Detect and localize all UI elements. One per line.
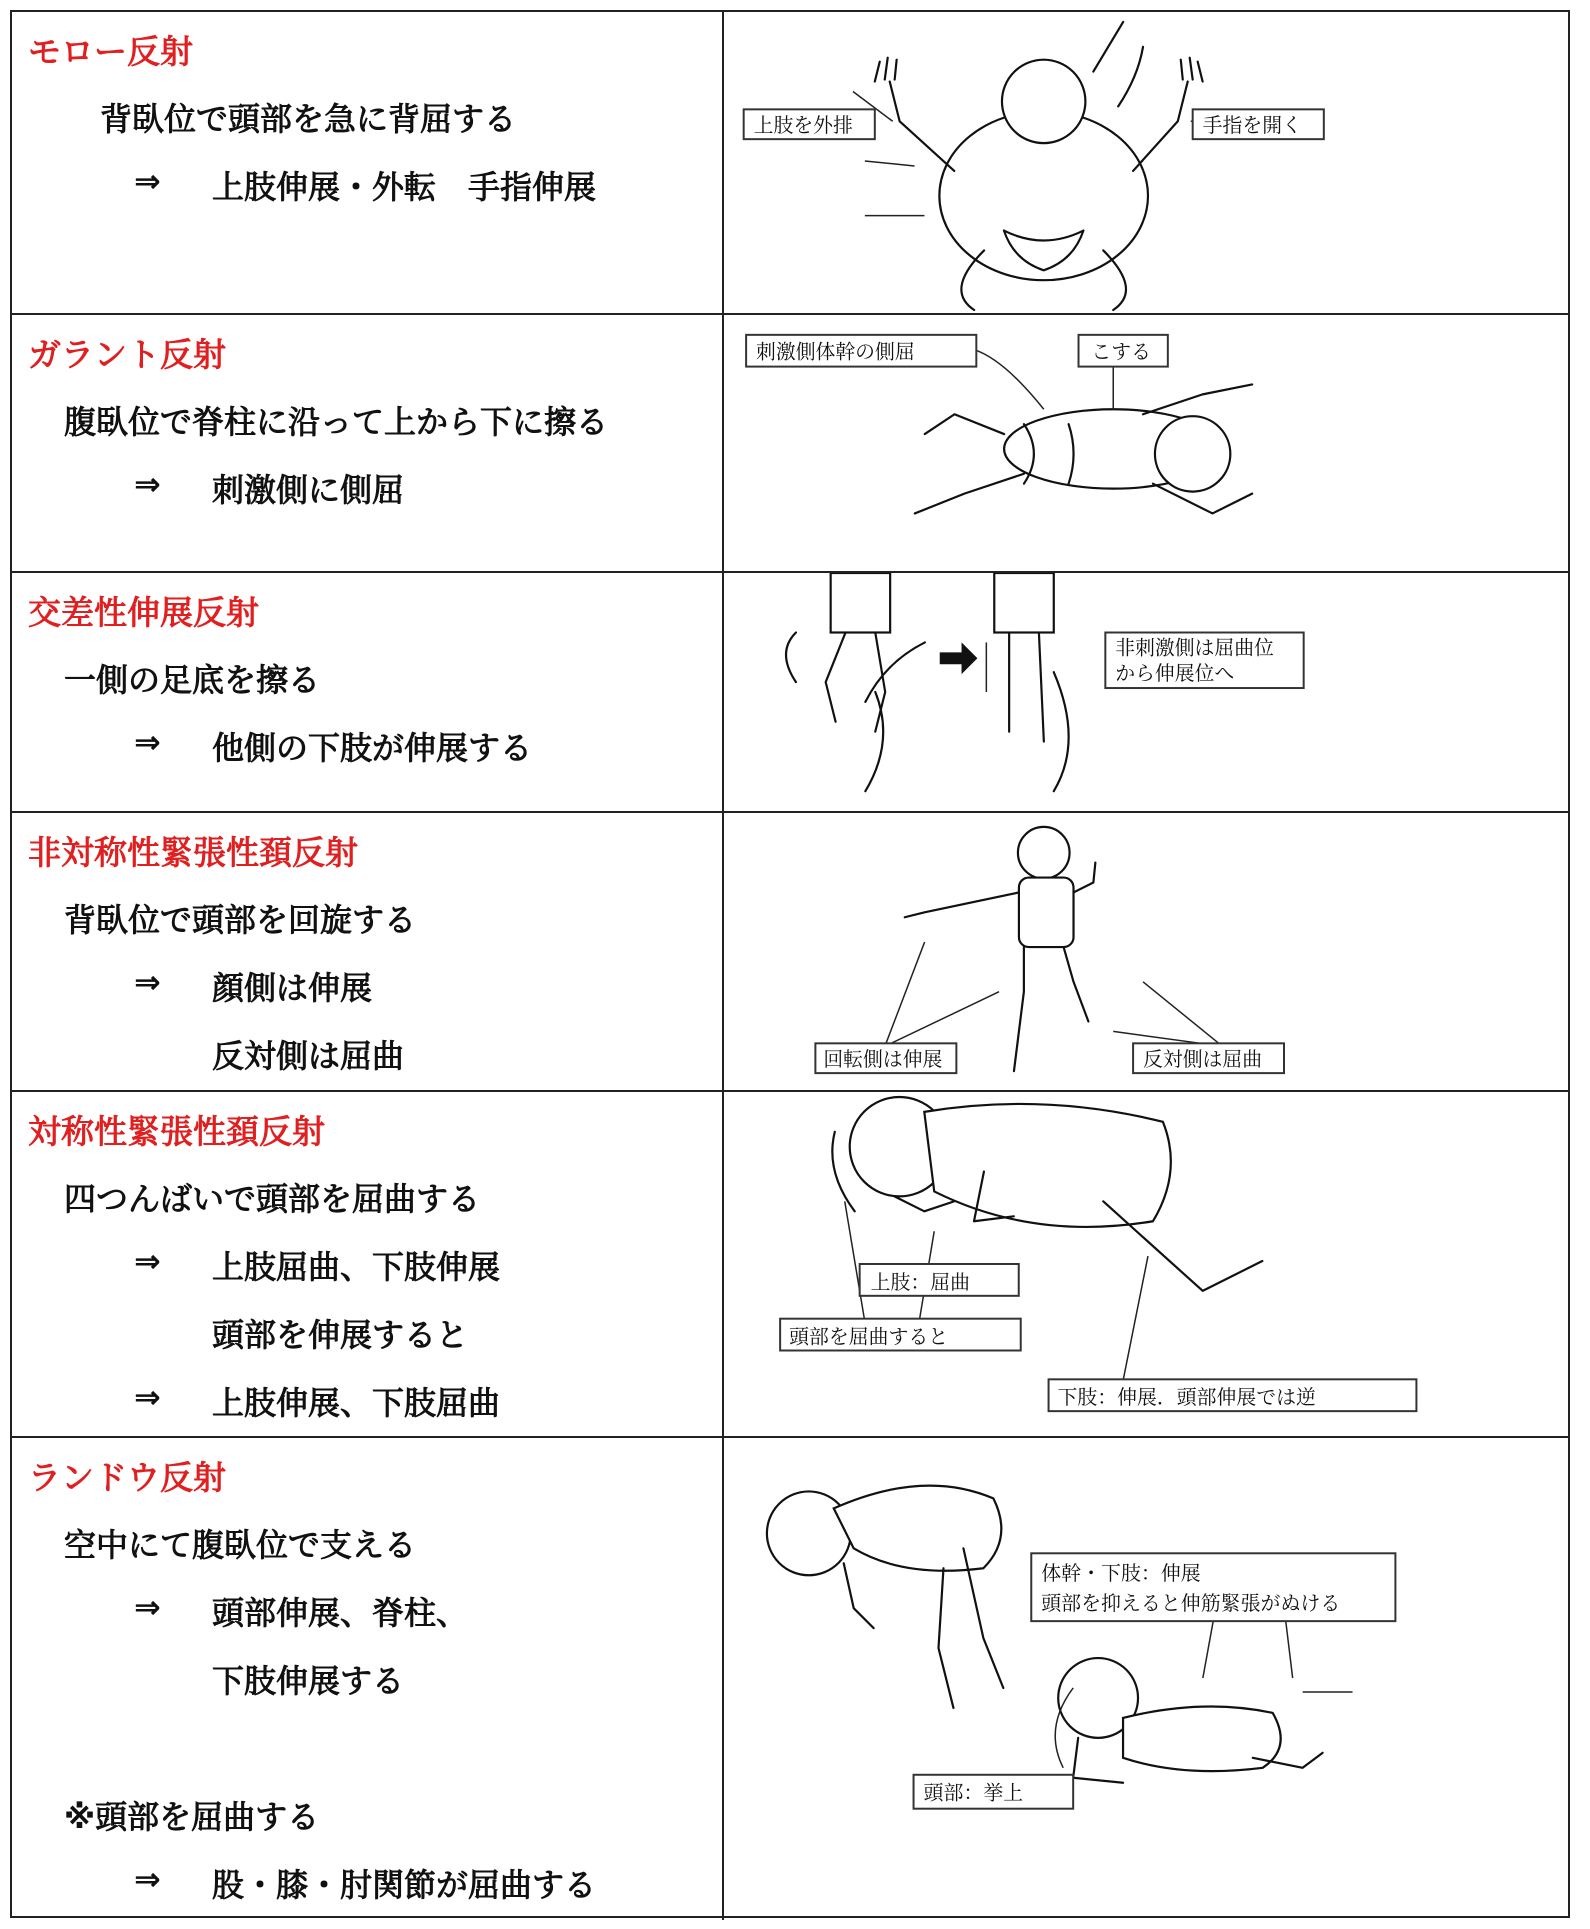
result-line: 上肢伸展、下肢屈曲 bbox=[212, 1384, 501, 1422]
text-cell bbox=[12, 813, 724, 1090]
galant-illustration bbox=[724, 315, 1568, 571]
figure-label: から伸展位へ bbox=[1115, 662, 1235, 686]
figure-label: 下肢：伸展．頭部伸展では逆 bbox=[1057, 1386, 1316, 1410]
description-line: 背臥位で頭部を急に背屈する bbox=[100, 100, 517, 138]
row-moro bbox=[12, 12, 1568, 315]
figure-label: 刺激側体幹の側屈 bbox=[756, 340, 915, 364]
arrow-symbol: ⇒ bbox=[134, 963, 161, 1001]
arrow-symbol: ⇒ bbox=[134, 1378, 161, 1416]
reflex-table bbox=[10, 10, 1570, 1918]
figure-cell bbox=[724, 813, 1568, 1090]
description-line: 腹臥位で脊柱に沿って上から下に擦る bbox=[64, 403, 609, 441]
text-cell bbox=[12, 1092, 724, 1436]
moro-illustration bbox=[724, 12, 1568, 313]
row-landau bbox=[12, 1438, 1568, 1920]
row-stnr bbox=[12, 1092, 1568, 1438]
figure-label: 回転側は伸展 bbox=[823, 1048, 943, 1072]
stnr-illustration bbox=[724, 1092, 1568, 1436]
text-cell bbox=[12, 1438, 724, 1920]
atnr-illustration bbox=[724, 813, 1568, 1090]
arrow-symbol: ⇒ bbox=[134, 1588, 161, 1626]
description-line: 背臥位で頭部を回旋する bbox=[64, 901, 417, 939]
crossed-extension-illustration bbox=[724, 573, 1568, 811]
figure-label: 反対側は屈曲 bbox=[1143, 1048, 1263, 1072]
reflex-title: モロー反射 bbox=[28, 32, 193, 71]
text-cell bbox=[12, 315, 724, 571]
figure-label: 非刺激側は屈曲位 bbox=[1115, 636, 1274, 660]
result-line: 下肢伸展する bbox=[212, 1662, 405, 1700]
figure-label: 手指を開く bbox=[1202, 114, 1302, 138]
figure-cell bbox=[724, 12, 1568, 313]
result-line: 他側の下肢が伸展する bbox=[212, 729, 533, 767]
row-galant bbox=[12, 315, 1568, 573]
figure-label: 頭部を屈曲すると bbox=[789, 1325, 949, 1349]
figure-cell bbox=[724, 1438, 1568, 1920]
arrow-symbol: ⇒ bbox=[134, 162, 161, 200]
text-cell bbox=[12, 573, 724, 811]
row-crossed-extension bbox=[12, 573, 1568, 813]
reflex-title: ガラント反射 bbox=[28, 335, 226, 374]
figure-cell bbox=[724, 1092, 1568, 1436]
figure-label: こする bbox=[1091, 340, 1151, 364]
description-line: 空中にて腹臥位で支える bbox=[64, 1526, 417, 1564]
result-line: 頭部を伸展すると bbox=[212, 1316, 469, 1354]
reflex-title: 交差性伸展反射 bbox=[28, 593, 259, 632]
reflex-title: ランドウ反射 bbox=[28, 1458, 226, 1497]
figure-label: 上肢を外排 bbox=[753, 114, 853, 138]
result-line: 反対側は屈曲 bbox=[212, 1037, 405, 1075]
result-line: 顔側は伸展 bbox=[212, 969, 373, 1007]
landau-illustration bbox=[724, 1438, 1568, 1920]
arrow-symbol: ⇒ bbox=[134, 1242, 161, 1280]
result-line: 股・膝・肘関節が屈曲する bbox=[212, 1866, 597, 1904]
reflex-title: 対称性緊張性頚反射 bbox=[28, 1112, 325, 1151]
result-line: 上肢屈曲、下肢伸展 bbox=[212, 1248, 501, 1286]
figure-label: 上肢：屈曲 bbox=[870, 1270, 970, 1294]
description-line: 一側の足底を擦る bbox=[64, 661, 321, 699]
figure-label: 体幹・下肢：伸展 bbox=[1041, 1561, 1201, 1586]
text-cell bbox=[12, 12, 724, 313]
arrow-symbol: ⇒ bbox=[134, 1860, 161, 1898]
row-atnr bbox=[12, 813, 1568, 1092]
result-line: 刺激側に側屈 bbox=[212, 471, 405, 509]
result-line: 上肢伸展・外転 手指伸展 bbox=[212, 168, 597, 206]
arrow-symbol: ⇒ bbox=[134, 723, 161, 761]
figure-cell bbox=[724, 315, 1568, 571]
reflex-title: 非対称性緊張性頚反射 bbox=[28, 833, 358, 872]
figure-label: 頭部を抑えると伸筋緊張がぬける bbox=[1041, 1591, 1341, 1616]
figure-cell bbox=[724, 573, 1568, 811]
result-line: 頭部伸展、脊柱、 bbox=[212, 1594, 469, 1632]
figure-label: 頭部：挙上 bbox=[923, 1780, 1024, 1805]
arrow-symbol: ⇒ bbox=[134, 465, 161, 503]
description-line: 四つんばいで頭部を屈曲する bbox=[64, 1180, 481, 1218]
arrow-right-icon bbox=[940, 642, 978, 674]
note-line: ※頭部を屈曲する bbox=[64, 1798, 320, 1836]
